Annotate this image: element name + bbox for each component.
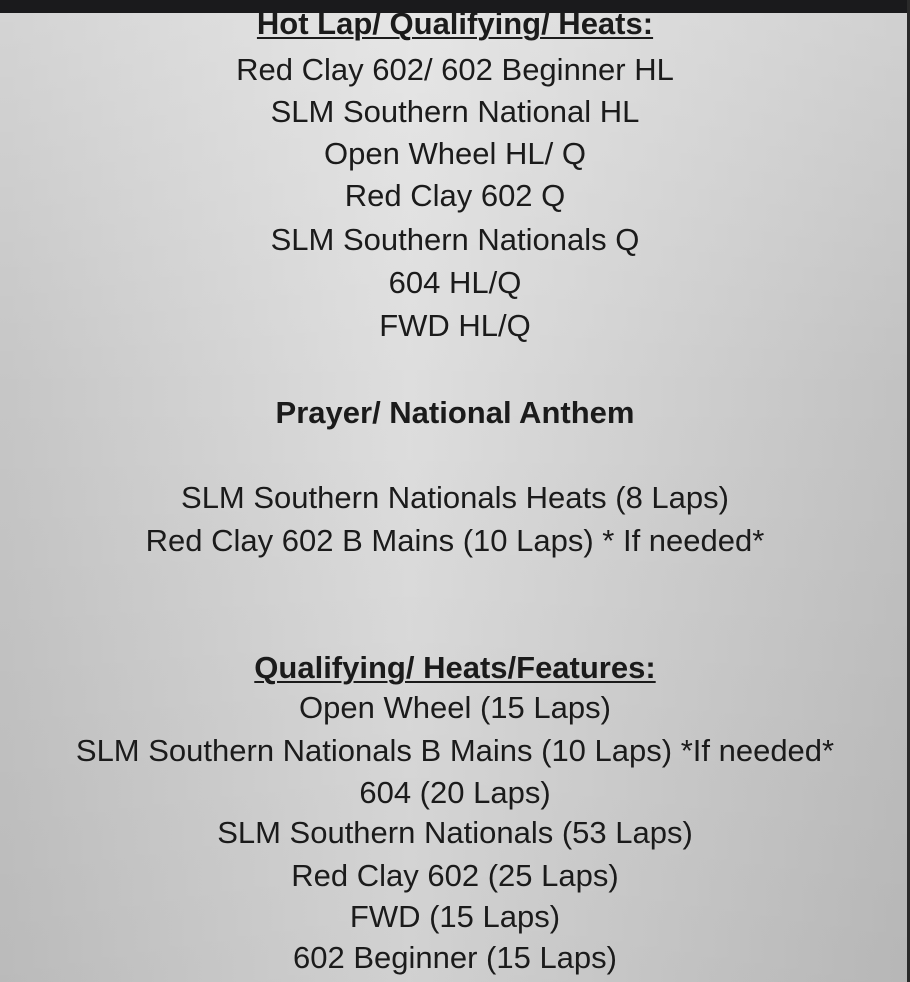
schedule-line: Red Clay 602/ 602 Beginner HL [236, 52, 674, 87]
prayer-heading: Prayer/ National Anthem [275, 395, 635, 430]
schedule-line: 604 HL/Q [388, 265, 522, 300]
schedule-line: Open Wheel (15 Laps) [299, 690, 611, 725]
schedule-line: SLM Southern Nationals B Mains (10 Laps) *If needed* [75, 733, 835, 768]
schedule-line: Red Clay 602 B Mains (10 Laps) * If needed* [145, 523, 765, 558]
schedule-line: 602 Beginner (15 Laps) [292, 940, 617, 975]
schedule-line: Open Wheel HL/ Q [324, 136, 586, 171]
schedule-line: FWD (15 Laps) [349, 899, 561, 934]
schedule-line: SLM Southern National HL [270, 94, 640, 129]
schedule-line: 604 (20 Laps) [359, 775, 551, 810]
schedule-line: SLM Southern Nationals Q [270, 222, 640, 257]
schedule-line: SLM Southern Nationals Heats (8 Laps) [181, 480, 729, 515]
schedule-line: FWD HL/Q [379, 308, 531, 343]
schedule-line: Red Clay 602 (25 Laps) [291, 858, 619, 893]
features-heading: Qualifying/ Heats/Features: [254, 650, 656, 685]
schedule-line: SLM Southern Nationals (53 Laps) [217, 815, 693, 850]
schedule-line: Red Clay 602 Q [344, 178, 566, 213]
hot-lap-heading: Hot Lap/ Qualifying/ Heats: [256, 6, 654, 41]
